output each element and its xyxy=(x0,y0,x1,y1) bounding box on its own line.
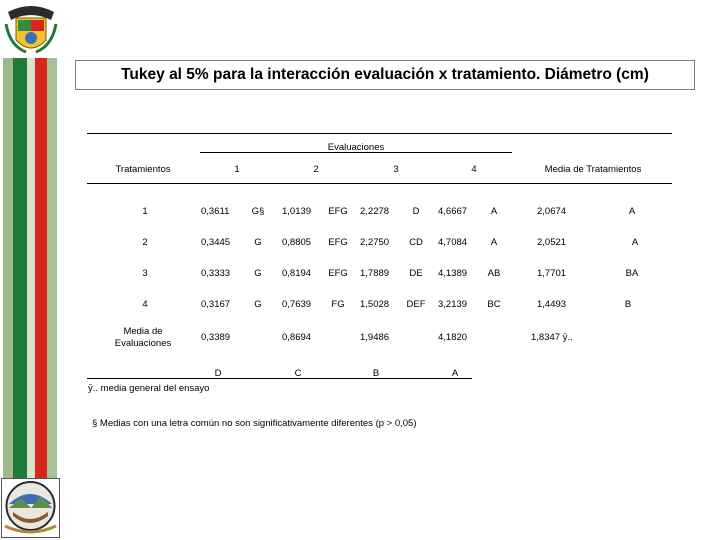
row-4-eval-1-group: G xyxy=(254,299,262,310)
row-4-eval-4-value: 3,2139 xyxy=(438,299,468,310)
row-1-eval-3-value: 2,2278 xyxy=(360,206,390,217)
eval-2-mean: 0,8694 xyxy=(282,332,312,343)
eval-3-mean-group: B xyxy=(372,368,380,379)
row-3-eval-3-value: 1,7889 xyxy=(360,268,390,279)
row-2-eval-2-group: EFG xyxy=(328,237,348,248)
eval-1-mean: 0,3389 xyxy=(201,332,231,343)
row-3-tratamiento: 3 xyxy=(142,268,148,279)
row-4-eval-3-value: 1,5028 xyxy=(360,299,390,310)
header-bottom-rule xyxy=(87,183,672,184)
eval-means-label-line1: Media de xyxy=(123,326,163,337)
row-3-mean-group: BA xyxy=(625,268,639,279)
row-1-eval-4-value: 4,6667 xyxy=(438,206,468,217)
row-4-eval-4-group: BC xyxy=(487,299,501,310)
row-3-eval-1-value: 0,3333 xyxy=(201,268,231,279)
eval-2-mean-group: C xyxy=(294,368,302,379)
evaluaciones-header: Evaluaciones xyxy=(327,142,385,153)
eval-1-mean-group: D xyxy=(214,368,222,379)
eval-1-header: 1 xyxy=(234,164,240,175)
row-1-eval-2-group: EFG xyxy=(328,206,348,217)
row-3-eval-4-value: 4,1389 xyxy=(438,268,468,279)
coat-of-arms-logo xyxy=(2,2,60,58)
table-top-rule xyxy=(87,133,672,134)
row-1-eval-1-group: G§ xyxy=(251,206,265,217)
row-4-mean: 1,4493 xyxy=(537,299,567,310)
row-1-eval-2-value: 1,0139 xyxy=(282,206,312,217)
eval-means-label-line2: Evaluaciones xyxy=(114,338,172,349)
row-1-eval-3-group: D xyxy=(412,206,420,217)
eval-4-header: 4 xyxy=(471,164,477,175)
row-4-eval-2-group: FG xyxy=(331,299,345,310)
eval-4-mean: 4,1820 xyxy=(438,332,468,343)
side-stripes xyxy=(0,58,62,480)
row-3-eval-4-group: AB xyxy=(487,268,501,279)
row-1-eval-1-value: 0,3611 xyxy=(201,206,230,217)
row-3-eval-2-group: EFG xyxy=(328,268,348,279)
row-2-eval-1-value: 0,3445 xyxy=(201,237,231,248)
row-4-eval-1-value: 0,3167 xyxy=(201,299,231,310)
row-3-eval-3-group: DE xyxy=(409,268,423,279)
row-2-mean: 2,0521 xyxy=(537,237,567,248)
eval-2-header: 2 xyxy=(313,164,319,175)
row-2-mean-group: A xyxy=(631,237,639,248)
general-mean: 1,8347 ӯ.. xyxy=(531,332,573,343)
row-2-eval-4-group: A xyxy=(490,237,498,248)
row-2-eval-2-value: 0,8805 xyxy=(282,237,312,248)
title-box xyxy=(75,60,695,90)
footnote-general-mean: ӯ.. media general del ensayo xyxy=(88,383,210,394)
page-title: Tukey al 5% para la interacción evaluación x tratamiento. Diámetro (cm) xyxy=(121,66,649,83)
eval-4-mean-group: A xyxy=(451,368,459,379)
row-4-eval-3-group: DEF xyxy=(406,299,426,310)
eval-3-mean: 1,9486 xyxy=(360,332,390,343)
row-1-mean-group: A xyxy=(628,206,636,217)
row-4-tratamiento: 4 xyxy=(142,299,148,310)
table-bottom-rule xyxy=(87,378,472,379)
row-3-mean: 1,7701 xyxy=(537,268,567,279)
row-3-eval-1-group: G xyxy=(254,268,262,279)
row-1-tratamiento: 1 xyxy=(142,206,148,217)
row-4-mean-group: B xyxy=(624,299,632,310)
row-2-eval-3-group: CD xyxy=(409,237,423,248)
row-3-eval-2-value: 0,8194 xyxy=(282,268,312,279)
row-2-tratamiento: 2 xyxy=(142,237,148,248)
emblem-logo xyxy=(1,478,60,538)
row-2-eval-3-value: 2,2750 xyxy=(360,237,390,248)
eval-3-header: 3 xyxy=(393,164,399,175)
row-4-eval-2-value: 0,7639 xyxy=(282,299,312,310)
tratamientos-header: Tratamientos xyxy=(115,164,171,175)
row-2-eval-1-group: G xyxy=(254,237,262,248)
row-1-eval-4-group: A xyxy=(490,206,498,217)
row-1-mean: 2,0674 xyxy=(537,206,567,217)
row-2-eval-4-value: 4,7084 xyxy=(438,237,468,248)
media-tratamientos-header: Media de Tratamientos xyxy=(544,164,642,175)
footnote-significance: § Medias con una letra común no son significativamente diferentes (p > 0,05) xyxy=(92,418,417,429)
